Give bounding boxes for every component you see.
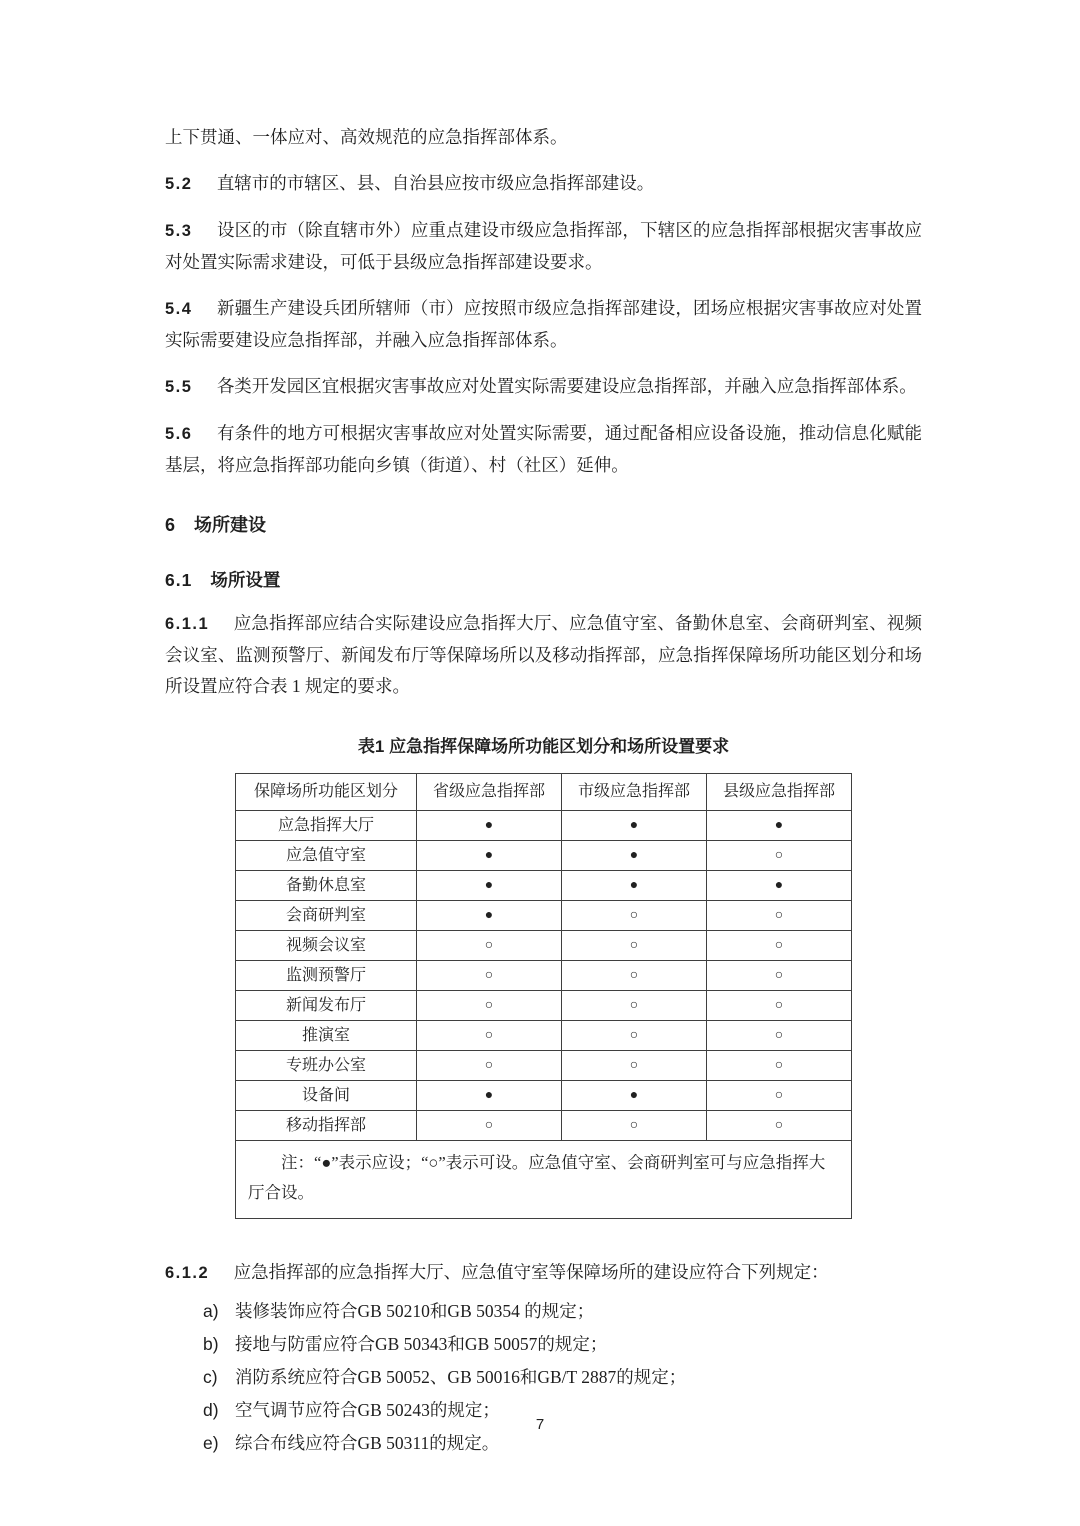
table-row — [236, 1111, 852, 1141]
room-name: 应急值守室 — [236, 841, 417, 871]
cell-city: ○ — [562, 1051, 707, 1081]
list-label: e) — [203, 1433, 219, 1453]
room-name: 应急指挥大厅 — [236, 811, 417, 841]
cell-city: ● — [562, 811, 707, 841]
cell-province: ● — [417, 871, 562, 901]
table-row — [236, 901, 852, 931]
cell-city: ● — [562, 1081, 707, 1111]
list-item-a — [165, 1295, 922, 1328]
cell-city: ○ — [562, 931, 707, 961]
paragraph-continuation — [165, 122, 922, 153]
clause-number: 5.3 — [165, 222, 193, 240]
clause-number: 5.4 — [165, 300, 193, 318]
room-name: 推演室 — [236, 1021, 417, 1051]
cell-county: ○ — [707, 901, 852, 931]
list-label: d) — [203, 1400, 219, 1420]
table-1 — [235, 773, 852, 1219]
list-text: 空气调节应符合GB 50243的规定； — [235, 1400, 500, 1420]
section-heading-6-1 — [165, 567, 922, 592]
table-note: 注：“●”表示应设；“○”表示可设。应急值守室、会商研判室可与应急指挥大厅合设。 — [236, 1141, 852, 1219]
table-1-title: 表1 应急指挥保障场所功能区划分和场所设置要求 — [357, 737, 730, 756]
table-row — [236, 1081, 852, 1111]
list-text: 消防系统应符合GB 50052、GB 50016和GB/T 2887的规定； — [235, 1367, 687, 1387]
table-header-row — [236, 774, 852, 811]
cell-county: ○ — [707, 931, 852, 961]
list-item-c — [165, 1361, 922, 1394]
header-city: 市级应急指挥部 — [562, 774, 707, 811]
room-name: 监测预警厅 — [236, 961, 417, 991]
section-heading-6 — [165, 511, 922, 537]
cell-province: ● — [417, 1081, 562, 1111]
clause-text: 应急指挥部应结合实际建设应急指挥大厅、应急值守室、备勤休息室、会商研判室、视频会议室、监测预警厅、新闻发布厅等保障场所以及移动指挥部，应急指挥保障场所功能区划分和场所设置应符合表 1 规定的要求。 — [165, 613, 923, 696]
room-name: 移动指挥部 — [236, 1111, 417, 1141]
list-label: c) — [203, 1367, 218, 1387]
table-row — [236, 961, 852, 991]
clause-text: 应急指挥部的应急指挥大厅、应急值守室等保障场所的建设应符合下列规定： — [233, 1262, 829, 1282]
section-title: 场所建设 — [194, 515, 267, 535]
section-number: 6.1 — [165, 570, 193, 590]
clause-number: 6.1.2 — [165, 1264, 210, 1282]
room-name: 设备间 — [236, 1081, 417, 1111]
cell-county: ○ — [707, 961, 852, 991]
cell-city: ○ — [562, 901, 707, 931]
cell-city: ● — [562, 871, 707, 901]
header-county: 县级应急指挥部 — [707, 774, 852, 811]
cell-county: ○ — [707, 991, 852, 1021]
cell-province: ● — [417, 901, 562, 931]
clause-text: 有条件的地方可根据灾害事故应对处置实际需要，通过配备相应设备设施，推动信息化赋能基层，将应急指挥部功能向乡镇（街道）、村（社区）延伸。 — [165, 423, 923, 475]
cell-city: ● — [562, 841, 707, 871]
room-name: 专班办公室 — [236, 1051, 417, 1081]
clause-6-1-2 — [165, 1257, 922, 1289]
cell-province: ○ — [417, 1111, 562, 1141]
table-row — [236, 931, 852, 961]
header-zone: 保障场所功能区划分 — [236, 774, 417, 811]
table-row — [236, 991, 852, 1021]
table-note-row — [236, 1141, 852, 1219]
table-row — [236, 1021, 852, 1051]
clause-text: 上下贯通、一体应对、高效规范的应急指挥部体系。 — [165, 127, 568, 147]
list-item-b — [165, 1328, 922, 1361]
cell-county: ○ — [707, 1021, 852, 1051]
table-row — [236, 841, 852, 871]
list-text: 接地与防雷应符合GB 50343和GB 50057的规定； — [235, 1334, 608, 1354]
clause-number: 5.2 — [165, 175, 193, 193]
page-number: 7 — [535, 1416, 545, 1433]
table-row — [236, 871, 852, 901]
header-province: 省级应急指挥部 — [417, 774, 562, 811]
clause-5-4 — [165, 293, 922, 356]
list-text: 综合布线应符合GB 50311的规定。 — [235, 1433, 500, 1453]
clause-5-5 — [165, 371, 922, 403]
list-text: 装修装饰应符合GB 50210和GB 50354 的规定； — [235, 1301, 595, 1321]
list-label: b) — [203, 1334, 219, 1354]
cell-county: ○ — [707, 841, 852, 871]
cell-city: ○ — [562, 961, 707, 991]
cell-city: ○ — [562, 991, 707, 1021]
room-name: 视频会议室 — [236, 931, 417, 961]
clause-text: 直辖市的市辖区、县、自治县应按市级应急指挥部建设。 — [216, 173, 655, 193]
section-title: 场所设置 — [210, 570, 281, 590]
table-row — [236, 811, 852, 841]
clause-5-3 — [165, 215, 922, 278]
cell-city: ○ — [562, 1111, 707, 1141]
clause-text: 设区的市（除直辖市外）应重点建设市级应急指挥部，下辖区的应急指挥部根据灾害事故应对处置实际需求建设，可低于县级应急指挥部建设要求。 — [165, 220, 923, 272]
table-row — [236, 1051, 852, 1081]
cell-county: ○ — [707, 1111, 852, 1141]
cell-county: ● — [707, 811, 852, 841]
clause-number: 5.6 — [165, 425, 193, 443]
section-number: 6 — [165, 515, 177, 535]
room-name: 备勤休息室 — [236, 871, 417, 901]
clause-number: 6.1.1 — [165, 615, 210, 633]
list-label: a) — [203, 1301, 219, 1321]
cell-county: ● — [707, 871, 852, 901]
clause-number: 5.5 — [165, 378, 193, 396]
clause-5-2 — [165, 168, 922, 200]
cell-province: ○ — [417, 1051, 562, 1081]
cell-province: ● — [417, 811, 562, 841]
cell-province: ● — [417, 841, 562, 871]
clause-text: 新疆生产建设兵团所辖师（市）应按照市级应急指挥部建设，团场应根据灾害事故应对处置实际需要建设应急指挥部，并融入应急指挥部体系。 — [165, 298, 923, 350]
room-name: 新闻发布厅 — [236, 991, 417, 1021]
cell-province: ○ — [417, 961, 562, 991]
cell-province: ○ — [417, 931, 562, 961]
cell-county: ○ — [707, 1081, 852, 1111]
cell-province: ○ — [417, 991, 562, 1021]
room-name: 会商研判室 — [236, 901, 417, 931]
clause-5-6 — [165, 418, 922, 481]
requirements-list — [165, 1295, 922, 1460]
cell-city: ○ — [562, 1021, 707, 1051]
clause-text: 各类开发园区宜根据灾害事故应对处置实际需要建设应急指挥部，并融入应急指挥部体系。 — [216, 376, 917, 396]
cell-county: ○ — [707, 1051, 852, 1081]
clause-6-1-1 — [165, 608, 922, 702]
cell-province: ○ — [417, 1021, 562, 1051]
